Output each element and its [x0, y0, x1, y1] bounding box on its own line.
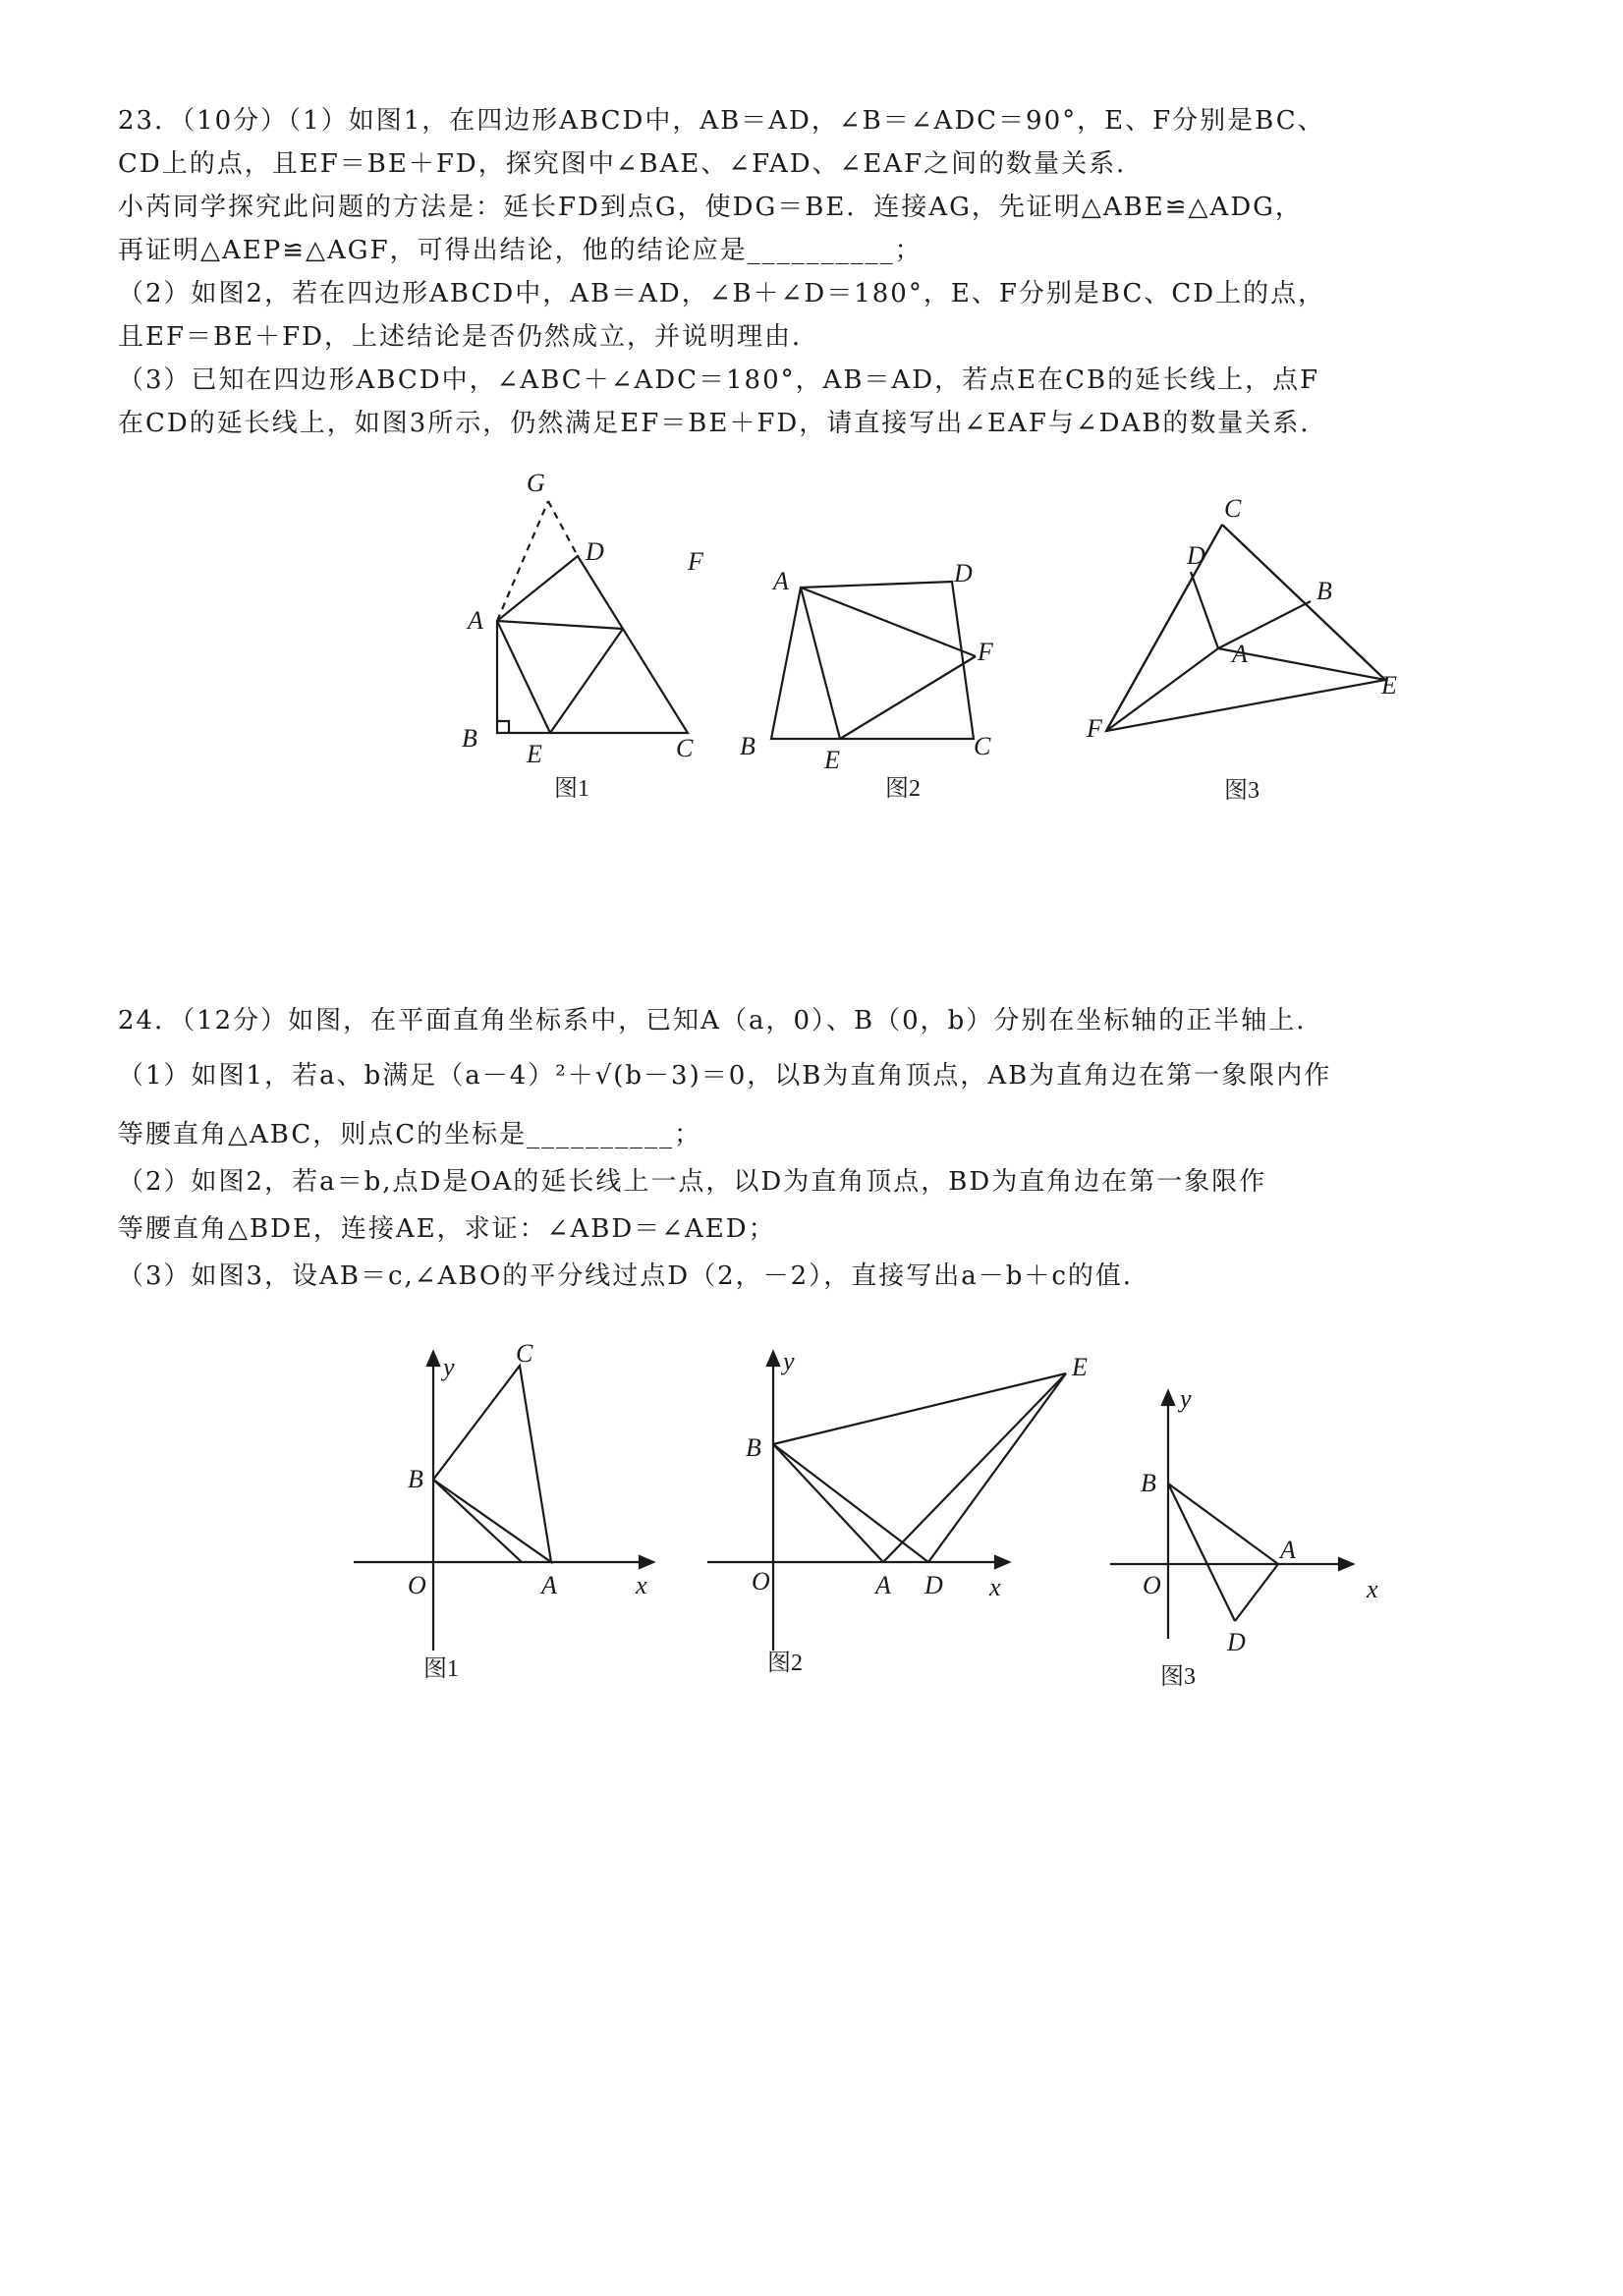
fig2-segment-af — [801, 588, 976, 656]
q23-figure-2 — [732, 550, 1027, 815]
fig3-segment-bd — [1168, 1484, 1235, 1621]
fig2-label-a: A — [773, 567, 789, 595]
fig1-segment-ef — [550, 629, 623, 733]
fig3-segment-ad — [1191, 572, 1218, 648]
fig1-label-c: C — [676, 734, 694, 762]
fig2-label-b: B — [740, 732, 756, 760]
fig1-label-b: B — [462, 724, 477, 753]
fig2-label-d: D — [924, 1571, 943, 1599]
fig1-segment-gd — [548, 501, 578, 556]
q23-line-8: 在CD的延长线上，如图3所示，仍然满足EF＝BE＋FD，请直接写出∠EAF与∠DAB的数量关系． — [118, 409, 1328, 438]
fig3-label-e: E — [1381, 671, 1397, 700]
fig1-segment-af — [497, 621, 623, 629]
fig2-label-f: F — [978, 638, 993, 666]
fig3-label-d: D — [1227, 1628, 1246, 1656]
q23-line-4: 再证明△AEP≌△AGF，可得出结论，他的结论应是__________； — [118, 236, 923, 265]
fig1-right-angle-mark — [497, 721, 509, 733]
q24-line-5: 等腰直角△BDE，连接AE，求证：∠ABD＝∠AED； — [118, 1214, 776, 1244]
fig3-label-o: O — [1143, 1571, 1161, 1599]
fig2-label-e: E — [824, 746, 840, 774]
fig3-label-b: B — [1141, 1469, 1156, 1497]
fig1-triangle-abc — [433, 1366, 551, 1562]
fig3-y-arrow — [1162, 1391, 1174, 1405]
fig2-x-arrow — [995, 1556, 1009, 1568]
fig2-segment-ae — [801, 588, 840, 739]
fig1-segment-ae — [497, 621, 550, 733]
fig2-label-x: x — [989, 1573, 1001, 1601]
q23-line-6: 且EF＝BE＋FD，上述结论是否仍然成立，并说明理由． — [118, 322, 819, 352]
fig2-segment-bd — [773, 1444, 928, 1562]
q23-line-5: （2）如图2，若在四边形ABCD中，AB＝AD，∠B＋∠D＝180°，E、F分别是BC、CD上的点， — [118, 279, 1326, 308]
q23-line-7: （3）已知在四边形ABCD中，∠ABC＋∠ADC＝180°，AB＝AD，若点E在CB的延长线上，点F — [118, 365, 1320, 395]
fig1-caption: 图1 — [423, 1656, 459, 1682]
fig1-label-f: F — [688, 547, 703, 576]
question-23 — [118, 106, 1513, 452]
fig2-segment-ae — [883, 1373, 1066, 1562]
q24-figure-3 — [1105, 1375, 1429, 1700]
fig3-label-f: F — [1087, 714, 1102, 743]
fig2-label-e: E — [1072, 1353, 1088, 1381]
q24-figure-1 — [349, 1336, 663, 1700]
fig1-x-arrow — [640, 1556, 653, 1568]
fig2-label-y: y — [783, 1347, 795, 1375]
fig1-label-g: G — [527, 469, 545, 497]
q23-line-3: 小芮同学探究此问题的方法是：延长FD到点G，使DG＝BE．连接AG，先证明△ABE≌△ADG， — [118, 193, 1303, 222]
q23-line-1: 23．（10分）（1）如图1，在四边形ABCD中，AB＝AD，∠B＝∠ADC＝90°，E、F分别是BC、 — [118, 106, 1325, 136]
fig2-caption: 图2 — [885, 776, 921, 802]
fig3-caption: 图3 — [1224, 778, 1259, 804]
fig3-segment-ba — [1168, 1484, 1278, 1564]
question-24 — [118, 1006, 1513, 1309]
fig2-label-b: B — [746, 1433, 761, 1462]
fig3-segment-ad — [1235, 1564, 1278, 1621]
fig3-label-b: B — [1316, 577, 1332, 605]
fig2-caption: 图2 — [767, 1651, 803, 1676]
fig2-label-o: O — [752, 1567, 770, 1596]
fig2-label-d: D — [954, 559, 973, 588]
fig1-label-x: x — [636, 1571, 647, 1599]
fig1-label-e: E — [527, 740, 542, 768]
q24-figure-2 — [702, 1336, 1115, 1700]
q24-line-3: 等腰直角△ABC，则点C的坐标是__________； — [118, 1120, 702, 1149]
fig1-label-d: D — [586, 537, 604, 566]
fig2-label-c: C — [974, 732, 991, 760]
fig2-label-a: A — [875, 1571, 891, 1599]
fig1-segment-ba — [433, 1480, 522, 1562]
fig1-label-c: C — [516, 1339, 533, 1368]
fig2-y-arrow — [767, 1352, 779, 1366]
fig1-quadrilateral-abcd — [497, 556, 688, 733]
q24-line-4: （2）如图2，若a＝b,点D是OA的延长线上一点，以D为直角顶点，BD为直角边在第一象限作 — [118, 1167, 1267, 1197]
q23-figure-3 — [1071, 491, 1425, 815]
fig1-label-b: B — [408, 1465, 423, 1493]
fig1-label-a: A — [468, 606, 483, 635]
fig3-x-arrow — [1339, 1558, 1353, 1570]
fig3-label-x: x — [1367, 1575, 1378, 1603]
fig2-segment-ba — [773, 1444, 883, 1562]
q24-line-1: 24．（12分）如图，在平面直角坐标系中，已知A（a，0）、B（0，b）分别在坐标轴的正半轴上． — [118, 1006, 1324, 1036]
q24-line-2: （1）如图1，若a、b满足（a－4）²＋√(b－3)＝0，以B为直角顶点，AB为直角边在第一象限内作 — [118, 1061, 1332, 1091]
fig3-label-a: A — [1280, 1536, 1296, 1564]
fig1-caption: 图1 — [554, 776, 589, 802]
q24-line-6: （3）如图3，设AB＝c,∠ABO的平分线过点D（2，－2），直接写出a－b＋c的值． — [118, 1261, 1150, 1291]
fig1-label-y: y — [443, 1353, 455, 1381]
fig1-label-o: O — [408, 1571, 426, 1599]
fig1-label-a: A — [541, 1571, 557, 1599]
fig2-segment-ef — [840, 656, 976, 739]
fig3-label-a: A — [1232, 640, 1248, 668]
fig3-label-d: D — [1187, 541, 1205, 570]
fig3-segment-af — [1106, 648, 1218, 731]
fig1-segment-ag — [497, 501, 548, 621]
fig3-caption: 图3 — [1160, 1664, 1196, 1690]
q23-line-2: CD上的点，且EF＝BE＋FD，探究图中∠BAE、∠FAD、∠EAF之间的数量关系． — [118, 149, 1145, 179]
fig1-y-arrow — [427, 1352, 439, 1366]
fig2-quadrilateral-abcd — [771, 582, 974, 739]
fig3-label-c: C — [1224, 494, 1242, 523]
fig3-label-y: y — [1180, 1384, 1192, 1413]
q23-figure-1 — [452, 462, 727, 815]
